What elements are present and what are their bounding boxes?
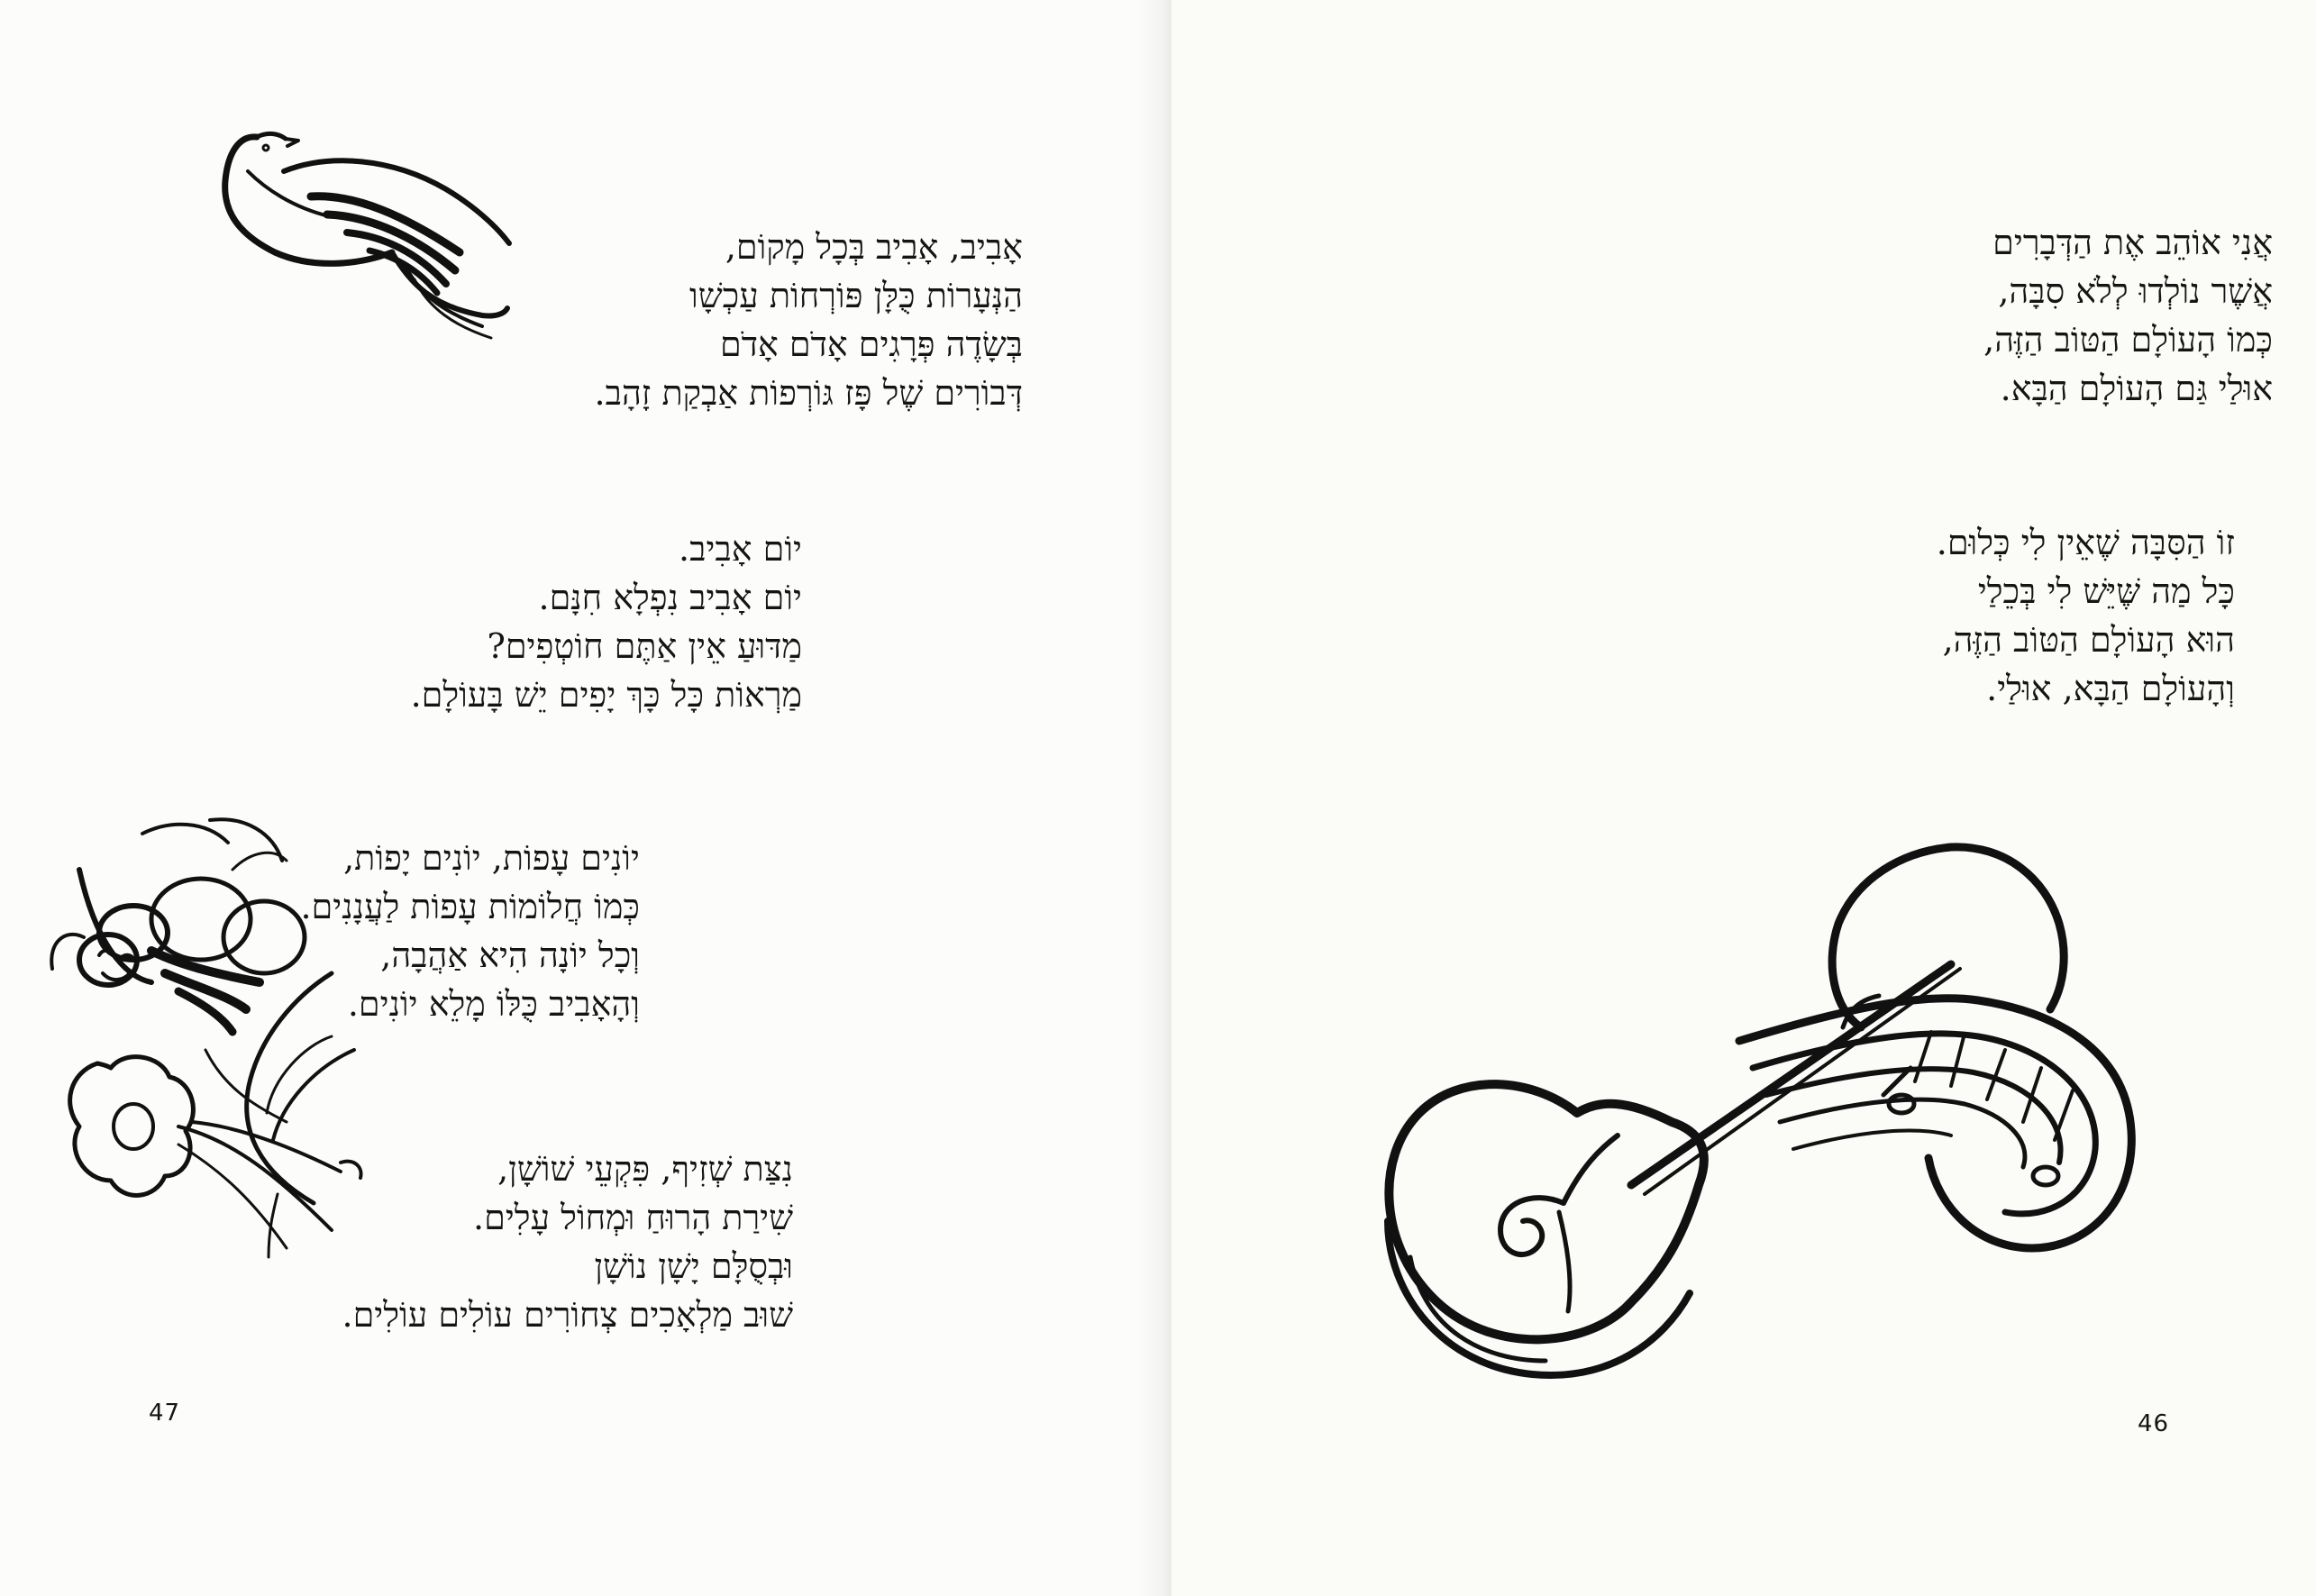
poem-line: יוֹם אָבִיב. [679,529,802,569]
stanza [1983,218,2273,413]
poem-line: אָבִיב, אָבִיב בְּכָל מָקוֹם, [725,227,1023,267]
poem-line: נִצַּת שְׁזִיף, פִּקְעֵי שׁוֹשָׁן, [497,1149,793,1189]
poem-line: כְּמוֹ חֲלוֹמוֹת עָפוֹת לַעֲנָנִים. [300,887,640,926]
page-number: 47 [149,1400,181,1427]
poem-line: אוּלַי גַּם הָעוֹלָם הַבָּא. [2000,369,2273,408]
poem-line: אֲנִי אוֹהֵב אֶת הַדְּבָרִים [1992,223,2273,262]
right-page [1172,0,2316,1596]
stanza [411,524,802,719]
stanza [300,834,640,1028]
stanza [1937,518,2235,713]
poem-line: הַנְּעָרוֹת כֻּלָּן פּוֹרְחוֹת עַכְשָׁו [689,276,1023,315]
poem-line: וְכָל יוֹנָה הִיא אַהֲבָה, [380,935,640,975]
poem-line: זוֹ הַסִּבָּה שֶׁאֵין לִי כְּלוּם. [1936,523,2235,562]
dove-illustration [212,117,518,351]
poem-line: הוּא הָעוֹלָם הַטּוֹב הַזֶּה, [1942,620,2235,660]
poem-line: וְהָעוֹלָם הַבָּא, אוּלַי. [1986,669,2235,708]
poem-line: שִׁירַת הָרוּחַ וּמְחוֹל עָלִים. [473,1198,793,1237]
guitar-with-music-notes-illustration [1374,825,2167,1401]
poem-line: כְּמוֹ הָעוֹלָם הַטּוֹב הַזֶּה, [1983,320,2273,360]
poem-line: וּבְסֻלָּם יָשָׁן נוֹשָׁן [594,1246,793,1286]
poem-line: בְּשָׂדֶה פְּרָגִים אָדֹם אָדֹם [720,324,1023,364]
poem-line: שׁוּב מַלְאָכִים צְחוֹרִים עוֹלִים עוֹלִים. [342,1295,793,1335]
stanza [595,223,1023,417]
poem-line: יוֹנִים עָפוֹת, יוֹנִים יָפוֹת, [343,838,640,878]
poem-line: אֲשֶׁר נוֹלְדוּ לְלֹא סִבָּה, [1998,271,2273,311]
poem-line: מַרְאוֹת כָּל כָּךְ יָפִים יֵשׁ בָּעוֹלָם. [410,675,802,715]
poem-line: כָּל מַה שֶּׁיֵּשׁ לִי בְּכֵלַי [1977,571,2235,611]
page-number: 46 [2138,1410,2170,1437]
stanza [207,1145,793,1339]
poem-line: יוֹם אָבִיב נִפְלָא חִנָּם. [538,578,802,617]
poem-line: דְּבוֹרִים שֶׁל פָּז גּוֹרְפוֹת אַבְקַת זָהָב. [594,373,1023,413]
poem-line: וְהָאָבִיב כֻּלּוֹ מָלֵא יוֹנִים. [347,984,640,1024]
poem-line: מַדּוּעַ אֵין אַתֶּם חוֹטְפִים? [487,626,802,666]
